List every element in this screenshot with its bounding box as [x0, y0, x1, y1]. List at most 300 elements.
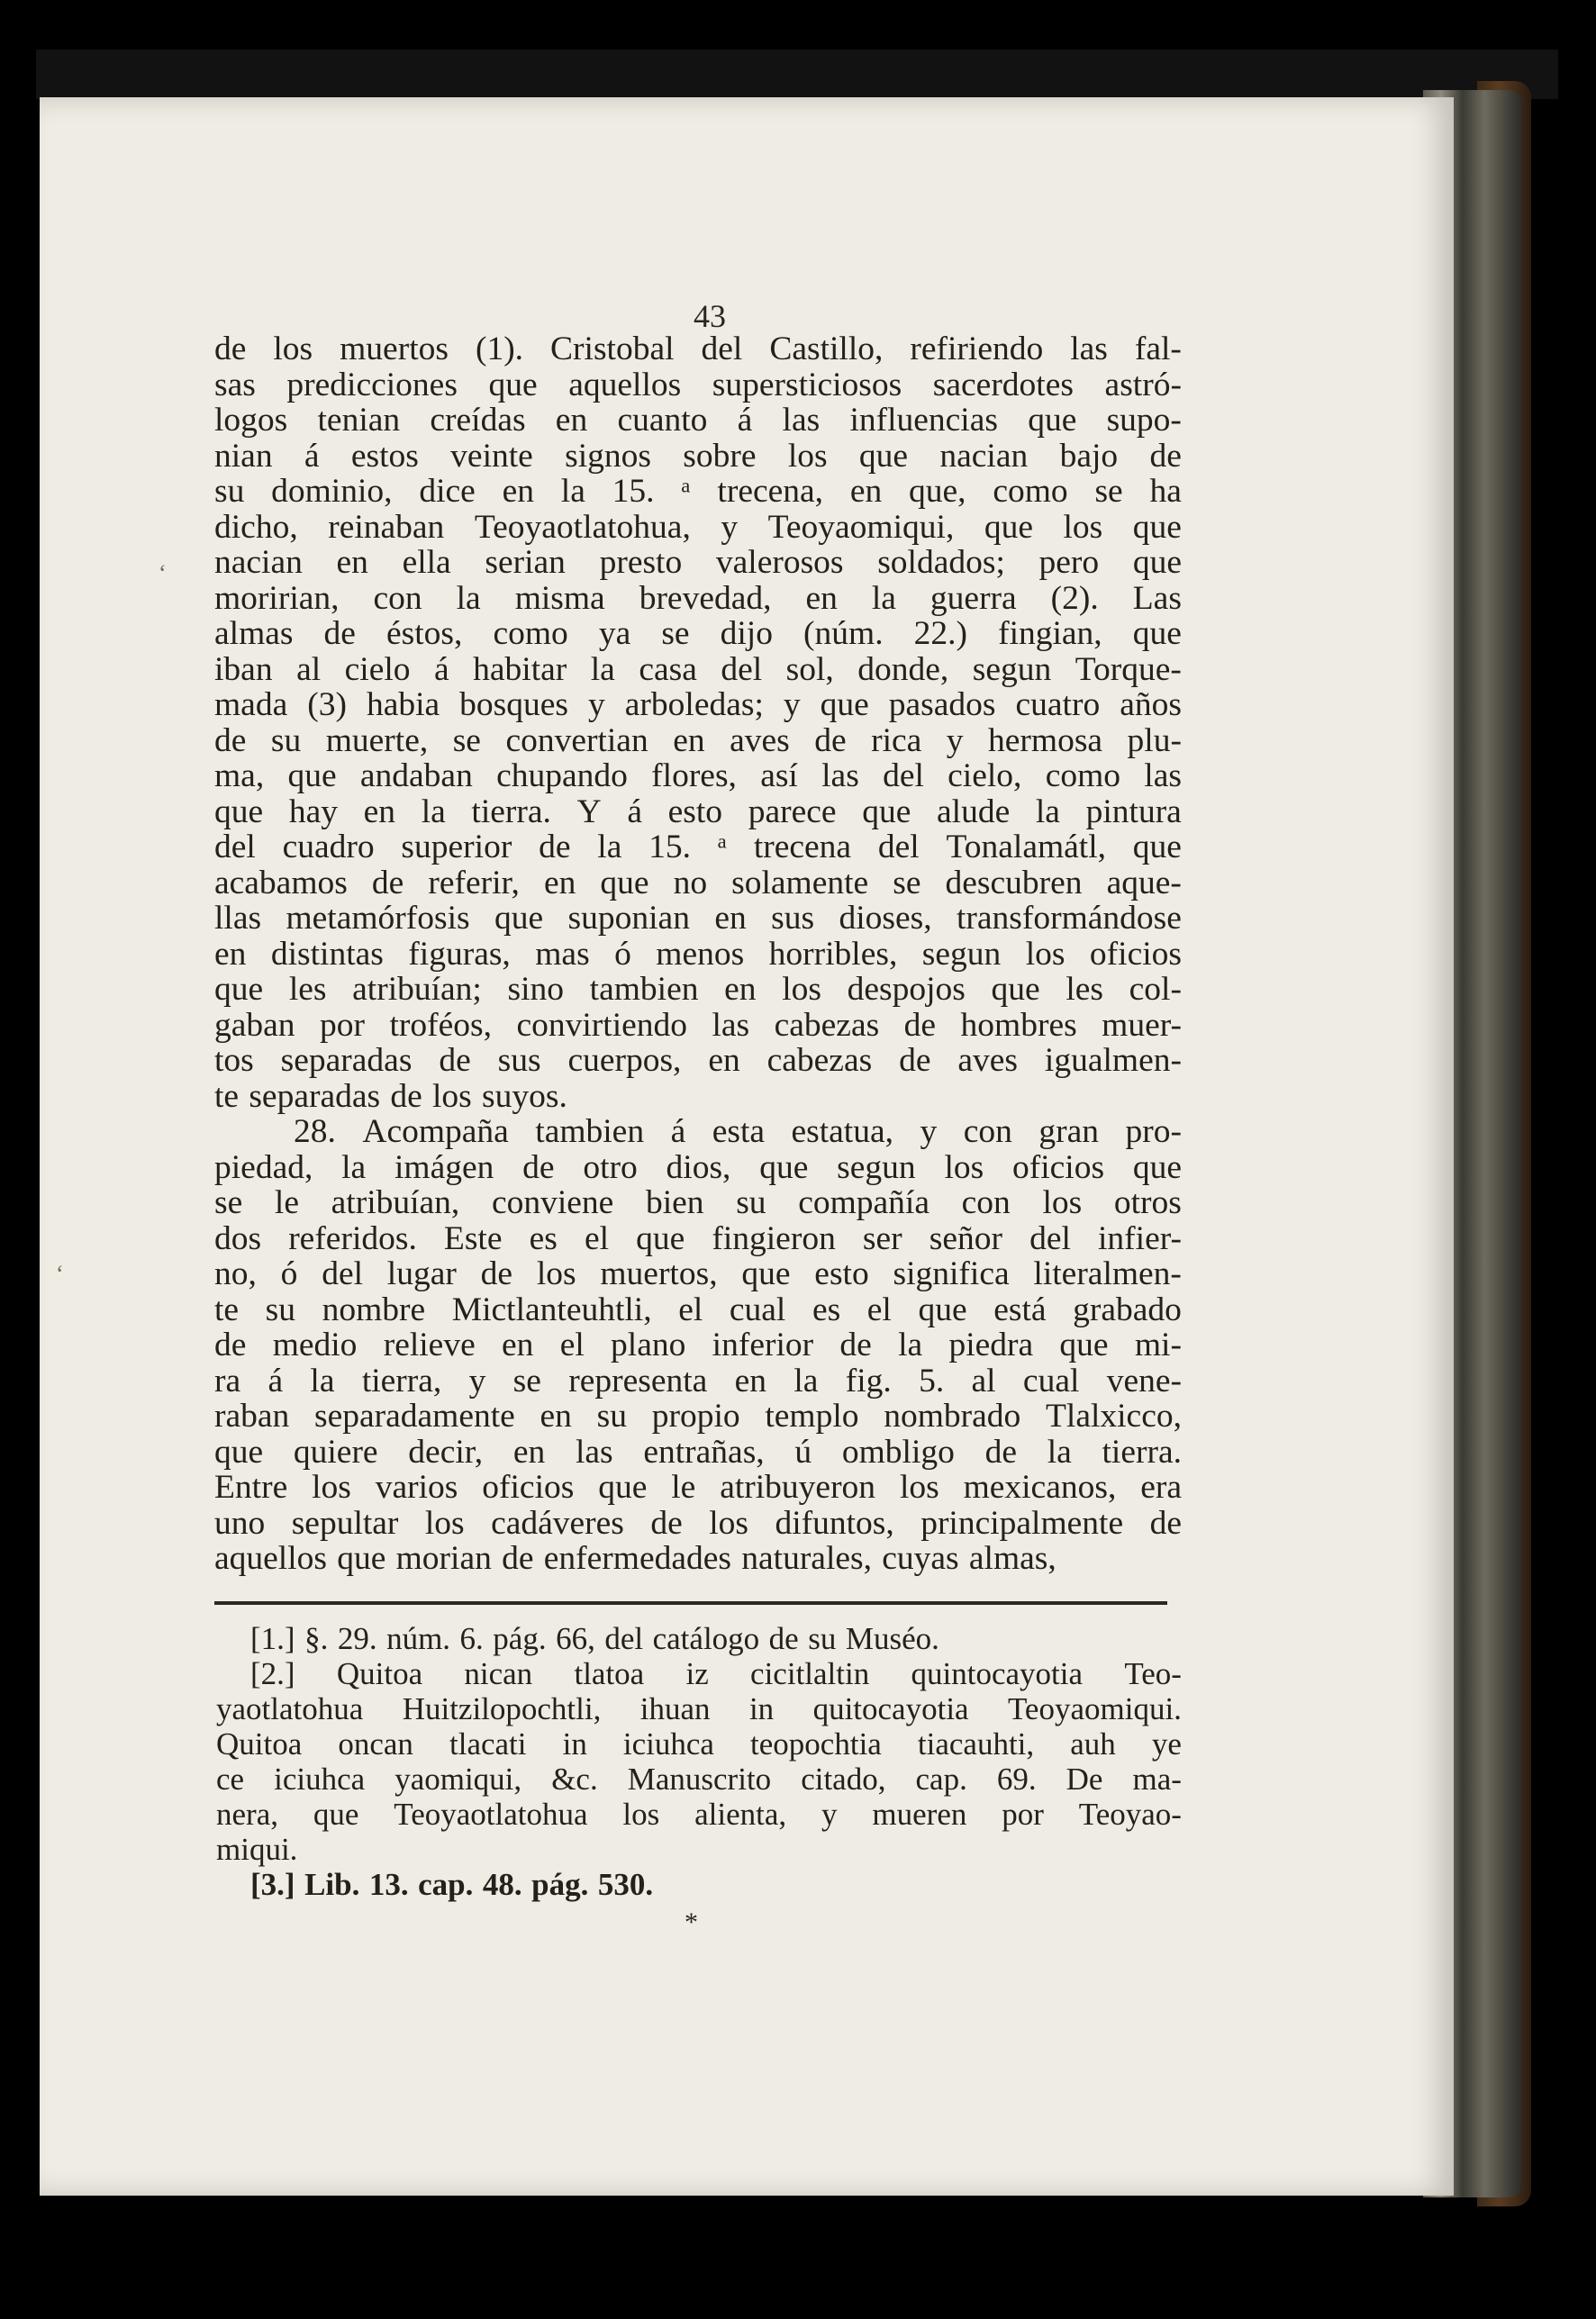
body-line	[214, 1292, 1182, 1328]
word: y	[721, 508, 739, 546]
word: almas,	[968, 1540, 1056, 1577]
word: la	[456, 579, 481, 617]
word: conviene	[491, 1184, 614, 1221]
word: 66,	[556, 1621, 595, 1656]
word: los	[709, 1504, 748, 1542]
footnote-line	[216, 1762, 1182, 1797]
word: nombrado	[884, 1398, 1021, 1435]
word: los	[944, 1148, 984, 1186]
word: las	[1070, 331, 1108, 367]
word: 13.	[368, 1867, 409, 1902]
word: pág.	[493, 1621, 547, 1656]
word: ombligo	[841, 1433, 955, 1471]
word: esto	[814, 1255, 869, 1292]
word: que	[1132, 615, 1182, 652]
word: que	[287, 757, 337, 794]
footnote-rule	[214, 1601, 1167, 1605]
word: el	[866, 1291, 892, 1328]
word: referidos.	[288, 1219, 417, 1257]
word: yaotlatohua	[216, 1691, 364, 1726]
word: que	[214, 1433, 264, 1471]
word: á	[670, 1113, 686, 1150]
word: 29.	[337, 1621, 377, 1656]
word: tambien	[535, 1113, 645, 1150]
body-line	[214, 794, 1182, 830]
word: cap.	[418, 1867, 474, 1902]
word: los	[622, 1797, 660, 1832]
word: troféos,	[389, 1006, 492, 1044]
word: 530.	[597, 1867, 654, 1902]
word: en	[714, 900, 747, 937]
word: valerosos	[715, 544, 844, 581]
body-line	[214, 1221, 1182, 1257]
word: trecena	[753, 829, 852, 865]
word: ó	[614, 935, 631, 973]
word: dos	[214, 1219, 262, 1257]
word: ya	[598, 615, 631, 652]
word: muer-	[1102, 1006, 1182, 1044]
word: compañía	[798, 1184, 929, 1221]
word: ma-	[1132, 1762, 1182, 1797]
word: teopochtia	[750, 1726, 882, 1762]
word: de	[214, 721, 247, 759]
body-line	[214, 1008, 1182, 1044]
body-line	[214, 901, 1182, 937]
word: que	[1132, 1148, 1182, 1186]
word: Y	[576, 793, 602, 830]
word: pág.	[531, 1867, 589, 1902]
word: del	[701, 331, 743, 367]
word: es	[812, 1291, 841, 1328]
word: significa	[893, 1255, 1010, 1292]
word: habitar	[473, 650, 567, 688]
word: plano	[611, 1327, 686, 1363]
word: que	[862, 793, 911, 830]
word: reinaban	[328, 508, 445, 546]
word: por	[1002, 1797, 1044, 1832]
word: De	[1066, 1762, 1103, 1797]
word: quiere	[293, 1433, 378, 1471]
word: cuanto	[617, 402, 708, 439]
word: transformándose	[957, 900, 1182, 937]
word: mexicanos,	[963, 1469, 1117, 1506]
word: misma	[514, 579, 605, 617]
word: que	[488, 366, 538, 403]
word: morian	[395, 1540, 492, 1577]
word: que	[214, 793, 264, 830]
word: soldados;	[877, 544, 1005, 581]
word: col-	[1129, 971, 1182, 1008]
word: aves	[957, 1042, 1019, 1079]
word: Teoyao-	[1078, 1797, 1182, 1832]
word: le	[274, 1184, 299, 1221]
word: atribuían;	[352, 971, 482, 1008]
word: á	[434, 650, 449, 688]
word: auh	[1070, 1726, 1116, 1762]
word: vene-	[1106, 1362, 1182, 1400]
word: ha	[1149, 473, 1182, 510]
word: dioses,	[839, 900, 932, 937]
word: miqui.	[216, 1832, 298, 1867]
word: te	[214, 1077, 240, 1115]
word: su	[736, 1184, 766, 1221]
body-line	[214, 616, 1182, 652]
word: cap.	[915, 1762, 967, 1797]
word: figuras,	[408, 935, 511, 973]
word: oficios	[482, 1469, 575, 1506]
word: refiriendo	[910, 331, 1044, 367]
word: (núm.	[803, 615, 884, 652]
footnote-line	[216, 1832, 1182, 1867]
word: con	[963, 1113, 1012, 1150]
word: de	[390, 1077, 422, 1115]
word: mi-	[1134, 1327, 1182, 1363]
body-line	[214, 972, 1182, 1008]
word: se	[893, 864, 921, 901]
word: á	[304, 437, 320, 475]
word: cabezas	[766, 1042, 873, 1079]
word: en	[502, 1327, 534, 1363]
word: signos	[565, 437, 651, 475]
word: quitocayotia	[812, 1691, 969, 1726]
word: en	[673, 721, 705, 759]
word: menos	[656, 935, 745, 973]
word: separadas	[249, 1077, 381, 1115]
word: tiacauhti,	[917, 1726, 1035, 1762]
word: medio	[272, 1327, 358, 1363]
word: estatua,	[791, 1113, 893, 1150]
word: 15.	[612, 473, 655, 510]
word: que	[598, 1469, 648, 1506]
word: ú	[794, 1433, 812, 1471]
word: que	[759, 1148, 809, 1186]
word: hombres	[960, 1006, 1077, 1044]
word: en	[849, 473, 883, 510]
word: que	[214, 971, 264, 1008]
word: de	[899, 1042, 931, 1079]
word: al	[971, 1362, 996, 1400]
word: la	[898, 1327, 923, 1363]
word: que	[820, 686, 869, 723]
word: inferior	[712, 1327, 814, 1363]
word: supersticiosos	[712, 366, 902, 403]
word: uno	[214, 1504, 266, 1542]
word: Tlalxicco,	[1046, 1398, 1182, 1435]
word: quintocayotia	[911, 1656, 1084, 1691]
word: de	[1149, 437, 1182, 475]
word: al	[296, 650, 322, 688]
word: horribles,	[768, 935, 898, 973]
word: tierra.	[471, 793, 551, 830]
word: de	[814, 721, 847, 759]
word: §.	[304, 1621, 329, 1656]
word: andaban	[359, 757, 473, 794]
word: chupando	[496, 757, 628, 794]
word: distintas	[270, 935, 384, 973]
word: Quitoa	[216, 1726, 303, 1762]
body-line	[214, 1185, 1182, 1221]
word: se	[661, 615, 690, 652]
word: cielo	[344, 650, 411, 688]
word: Quitoa	[336, 1656, 423, 1691]
word: que	[1132, 508, 1182, 546]
word: cicitlaltin	[750, 1656, 870, 1691]
word: [3.]	[250, 1867, 295, 1902]
word: ó	[280, 1255, 298, 1292]
scan-top-strip	[36, 50, 1558, 99]
word: Teoyaomiqui.	[1008, 1691, 1182, 1726]
word: convertian	[505, 721, 648, 759]
word: mueren	[872, 1797, 967, 1832]
word: (3)	[307, 686, 347, 723]
word: de	[214, 1327, 247, 1363]
word: habia	[366, 686, 440, 723]
footnote-line	[216, 1656, 1182, 1691]
word: Muséo.	[845, 1621, 939, 1656]
word: núm.	[386, 1621, 451, 1656]
body-line	[214, 865, 1182, 901]
word: cual	[729, 1291, 786, 1328]
word: ra	[214, 1362, 241, 1400]
word: in	[748, 1691, 775, 1726]
word: nican	[464, 1656, 533, 1691]
body-line	[214, 1043, 1182, 1079]
word: principalmente	[920, 1504, 1124, 1542]
word: le	[671, 1469, 696, 1506]
word: (2).	[1050, 579, 1099, 617]
body-line	[214, 758, 1182, 794]
body-line	[214, 1114, 1182, 1150]
word: sino	[507, 971, 565, 1008]
word: sol,	[785, 650, 834, 688]
word: muertos	[340, 331, 449, 367]
word: hay	[288, 793, 338, 830]
word: que	[991, 971, 1040, 1008]
word: pintura	[1085, 793, 1182, 830]
word: las	[575, 1433, 613, 1471]
word: á	[627, 793, 642, 830]
word: como	[493, 615, 568, 652]
word: cabezas	[774, 1006, 880, 1044]
word: éstos,	[386, 615, 463, 652]
word: aquellos	[568, 366, 682, 403]
word: el	[678, 1291, 703, 1328]
word: bajo	[1059, 437, 1119, 475]
word: del	[1029, 1219, 1071, 1257]
body-line	[214, 829, 1182, 865]
word: está	[993, 1291, 1047, 1328]
word: casa	[639, 650, 697, 688]
word: infier-	[1098, 1219, 1182, 1257]
word: acabamos	[214, 864, 348, 901]
word: en	[805, 579, 838, 617]
word: aves	[730, 721, 790, 759]
word: esta	[712, 1113, 766, 1150]
word: no,	[214, 1255, 257, 1292]
word: de	[439, 1042, 471, 1079]
word: del	[604, 1621, 644, 1656]
word: tenian	[317, 402, 401, 439]
word: 5.	[919, 1362, 945, 1400]
word: ella	[402, 544, 451, 581]
body-line	[214, 474, 1182, 510]
word: esto	[667, 793, 723, 830]
word: los	[899, 1469, 939, 1506]
word: se	[452, 721, 481, 759]
word: que	[313, 1797, 359, 1832]
word: los	[432, 1077, 472, 1115]
word: á	[268, 1362, 284, 1400]
word: los	[787, 437, 828, 475]
word: igualmen-	[1044, 1042, 1182, 1079]
word: tos	[214, 1042, 254, 1079]
word: que	[1132, 544, 1182, 581]
word: metamórfosis	[286, 900, 470, 937]
body-line	[214, 1506, 1182, 1542]
word: que	[1059, 1327, 1109, 1363]
word: brevedad,	[639, 579, 772, 617]
footnote-line	[216, 1691, 1182, 1726]
word: fingian,	[998, 615, 1102, 652]
word: los	[312, 1469, 351, 1506]
word: nian	[214, 437, 273, 475]
body-line	[214, 723, 1182, 759]
word: la	[1047, 1433, 1072, 1471]
word: creídas	[430, 402, 526, 439]
word: Este	[443, 1219, 503, 1257]
word: y	[946, 721, 964, 759]
word: [1.]	[250, 1621, 295, 1656]
word: tambien	[589, 971, 699, 1008]
word: Acompaña	[362, 1113, 509, 1150]
word: enfermedades	[543, 1540, 731, 1577]
word: sepultar	[291, 1504, 399, 1542]
word: guerra	[929, 579, 1017, 617]
word: los	[1025, 935, 1066, 973]
body-line	[214, 439, 1182, 475]
word: las	[821, 757, 859, 794]
word: yaomiqui,	[394, 1762, 522, 1797]
word: la	[421, 793, 446, 830]
word: separadamente	[314, 1398, 515, 1435]
word: de	[650, 1504, 683, 1542]
word: sus	[771, 900, 815, 937]
body-line	[214, 687, 1182, 723]
word: logos	[214, 402, 288, 439]
word: que	[600, 864, 649, 901]
word: estos	[350, 437, 419, 475]
word: segun	[972, 650, 1052, 688]
word: tierra.	[1102, 1433, 1182, 1471]
word: lugar	[386, 1255, 457, 1292]
margin-mark: ʻ	[56, 1261, 64, 1287]
word: suyos.	[482, 1077, 567, 1115]
word: muerte,	[325, 721, 429, 759]
word: en	[363, 793, 396, 830]
word: las	[1144, 757, 1182, 794]
body-line	[214, 1541, 1182, 1577]
word: las	[712, 1006, 750, 1044]
word: parece	[748, 793, 837, 830]
word: como	[993, 473, 1068, 510]
word: rica	[871, 721, 922, 759]
word: nacian	[214, 544, 303, 581]
word: literalmen-	[1033, 1255, 1182, 1292]
word: alienta,	[694, 1797, 787, 1832]
word: trecena,	[717, 473, 824, 510]
word: que	[1132, 829, 1182, 865]
word: y	[468, 1362, 486, 1400]
word: en	[734, 1362, 767, 1400]
word: llas	[214, 900, 262, 937]
word: aque-	[1106, 864, 1182, 901]
word: la	[1035, 793, 1060, 830]
word: en	[708, 1042, 740, 1079]
word: gran	[1038, 1113, 1099, 1150]
word: dios,	[666, 1148, 731, 1186]
word: de	[371, 864, 404, 901]
word: y	[920, 1113, 938, 1150]
word: cuatro	[1015, 686, 1101, 723]
word: que	[918, 1291, 967, 1328]
word: aquellos	[214, 1540, 327, 1577]
word: Huitzilopochtli,	[402, 1691, 602, 1726]
word: en	[502, 473, 534, 510]
body-line	[214, 1327, 1182, 1363]
word: propio	[651, 1398, 740, 1435]
word: te	[214, 1291, 240, 1328]
word: las	[782, 402, 821, 439]
word: del	[322, 1255, 364, 1292]
word: el	[584, 1219, 610, 1257]
word: era	[1140, 1469, 1182, 1506]
word: Lib.	[304, 1867, 360, 1902]
word: separadas	[280, 1042, 413, 1079]
word: en	[214, 935, 247, 973]
word: naturales,	[741, 1540, 872, 1577]
body-line	[214, 510, 1182, 546]
word: citado,	[801, 1762, 886, 1797]
word: Mictlanteuhtli,	[451, 1291, 652, 1328]
word: nombre	[322, 1291, 426, 1328]
word: supo-	[1106, 402, 1182, 439]
word: de	[323, 615, 356, 652]
word: gaban	[214, 1006, 295, 1044]
word: moririan,	[214, 579, 340, 617]
word: la	[560, 473, 585, 510]
footnote-line	[216, 1621, 1182, 1656]
word: pero	[1038, 544, 1100, 581]
word: su	[808, 1621, 837, 1656]
word: los	[1042, 1184, 1083, 1221]
word: otro	[583, 1148, 638, 1186]
word: Teo-	[1124, 1656, 1182, 1691]
word: suponian	[567, 900, 690, 937]
word: ser	[862, 1219, 902, 1257]
word: la	[793, 1362, 819, 1400]
word: su	[596, 1398, 627, 1435]
word: 6.	[459, 1621, 484, 1656]
word: Tonalamátl,	[946, 829, 1106, 865]
word: 15.	[648, 829, 692, 865]
body-line	[214, 367, 1182, 403]
word: y	[588, 686, 605, 723]
word: del	[883, 757, 924, 794]
word: referir,	[428, 864, 520, 901]
word: Torque-	[1075, 650, 1182, 688]
word: atribuían,	[331, 1184, 460, 1221]
word: iz	[685, 1656, 709, 1691]
